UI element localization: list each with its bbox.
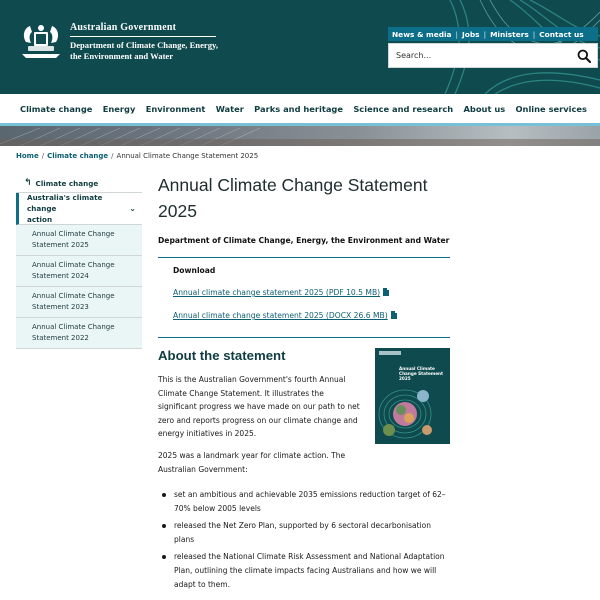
- statement-cover-image[interactable]: [375, 348, 450, 444]
- achievements-list: [158, 488, 450, 595]
- about-heading: About the statement: [158, 348, 286, 363]
- breadcrumb-home[interactable]: Home: [16, 152, 39, 160]
- nav-water[interactable]: Water: [215, 103, 244, 114]
- breadcrumb-separator: /: [111, 152, 114, 160]
- sidebar-parent-link[interactable]: [16, 174, 142, 193]
- nav-energy[interactable]: Energy: [102, 103, 136, 114]
- chevron-down-icon: ⌄: [129, 204, 136, 213]
- breadcrumb-separator: /: [41, 152, 45, 160]
- download-docx-label: Annual climate change statement 2025 (DOCX 26.6 MB): [173, 311, 388, 320]
- page-title-line1: Annual Climate Change Statement: [158, 175, 428, 195]
- about-section: [158, 348, 450, 589]
- department-name: [70, 40, 218, 61]
- nav-parks-heritage[interactable]: Parks and heritage: [254, 103, 343, 114]
- site-header: [0, 0, 600, 94]
- nav-about-us[interactable]: About us: [463, 103, 506, 114]
- sidebar-current-label-line2: action: [27, 215, 53, 224]
- nav-online-services[interactable]: Online services: [515, 103, 587, 114]
- sidebar-item-label: Annual Climate Change: [32, 323, 115, 331]
- sidebar-item-label: Statement 2024: [32, 272, 89, 280]
- back-arrow-icon: ↰: [24, 178, 32, 188]
- nav-climate-change[interactable]: Climate change: [20, 103, 93, 114]
- jobs-link[interactable]: Jobs: [462, 29, 480, 39]
- utility-links: [388, 27, 598, 41]
- download-section: [158, 257, 450, 338]
- search-box: [388, 43, 598, 68]
- sidebar-item-statement-2023[interactable]: [16, 287, 142, 318]
- link-separator: |: [532, 29, 536, 39]
- department-attribution: Department of Climate Change, Energy, the Environment and Water: [158, 236, 450, 245]
- download-docx-link[interactable]: [173, 311, 450, 320]
- link-separator: |: [455, 29, 459, 39]
- department-name-line1: Department of Climate Change, Energy,: [70, 40, 218, 50]
- sidebar-item-label: Statement 2022: [32, 334, 89, 342]
- sidebar-item-climate-action[interactable]: [16, 193, 142, 225]
- sidebar-parent-label: Climate change: [35, 178, 99, 188]
- ministers-link[interactable]: Ministers: [490, 29, 529, 39]
- government-name: Australian Government: [70, 22, 216, 37]
- download-pdf-label: Annual climate change statement 2025 (PDF 10.5 MB): [173, 288, 381, 297]
- list-item: released the National Climate Risk Assessment and National Adaptation Plan, outlining the climate impacts facing Australians and how we will adapt to them.: [158, 550, 448, 591]
- main-navigation: [0, 94, 600, 123]
- page-title: [158, 172, 450, 224]
- breadcrumb-current: Annual Climate Change Statement 2025: [116, 152, 259, 160]
- news-media-link[interactable]: News & media: [392, 29, 452, 39]
- about-paragraph-2: 2025 was a landmark year for climate action. The Australian Government:: [158, 450, 346, 474]
- search-input[interactable]: [389, 44, 569, 67]
- about-paragraph-1: This is the Australian Government's fourth Annual Climate Change Statement. It illustrates the significant progress we have made on our path to net zero and reports progress on our climate change and energy initiatives in 2025.: [158, 375, 360, 439]
- download-heading: Download: [173, 266, 216, 275]
- nav-science-research[interactable]: Science and research: [353, 103, 454, 114]
- sidebar-item-label: Statement 2025: [32, 241, 89, 249]
- cover-logo: [379, 351, 401, 355]
- nav-environment[interactable]: Environment: [145, 103, 206, 114]
- cover-title: Annual Climate Change Statement 2025: [399, 366, 444, 381]
- sidebar-current-label-line1: Australia's climate change: [27, 193, 103, 213]
- sidebar-item-statement-2025[interactable]: [16, 225, 142, 256]
- banner-image: [0, 126, 600, 146]
- list-item: released the Net Zero Plan, supported by 6 sectoral decarbonisation plans: [158, 519, 448, 546]
- main-content: [158, 172, 450, 589]
- government-logo[interactable]: [16, 22, 218, 61]
- coat-of-arms-icon: [16, 22, 66, 60]
- sidebar-item-statement-2022[interactable]: [16, 318, 142, 349]
- sidebar-nav: [16, 174, 142, 349]
- sidebar-item-label: Annual Climate Change: [32, 230, 115, 238]
- cover-artwork: [375, 372, 450, 444]
- breadcrumb-climate-change[interactable]: Climate change: [47, 152, 109, 160]
- search-icon[interactable]: [577, 49, 591, 63]
- sidebar-item-label: Annual Climate Change: [32, 261, 115, 269]
- department-name-line2: the Environment and Water: [70, 50, 174, 61]
- banner-pattern: [0, 126, 600, 146]
- link-separator: |: [483, 29, 487, 39]
- contact-us-link[interactable]: Contact us: [539, 29, 584, 39]
- sidebar-item-statement-2024[interactable]: [16, 256, 142, 287]
- list-item: set an ambitious and achievable 2035 emissions reduction target of 62–70% below 2005 levels: [158, 488, 448, 515]
- sidebar-item-label: Annual Climate Change: [32, 292, 115, 300]
- download-pdf-link[interactable]: [173, 288, 450, 297]
- sidebar-current-label: [27, 192, 129, 225]
- page-title-line2: 2025: [158, 201, 197, 221]
- sidebar-item-label: Statement 2023: [32, 303, 89, 311]
- docx-file-icon: [391, 311, 397, 319]
- pdf-file-icon: [383, 288, 389, 296]
- breadcrumb: [16, 152, 258, 160]
